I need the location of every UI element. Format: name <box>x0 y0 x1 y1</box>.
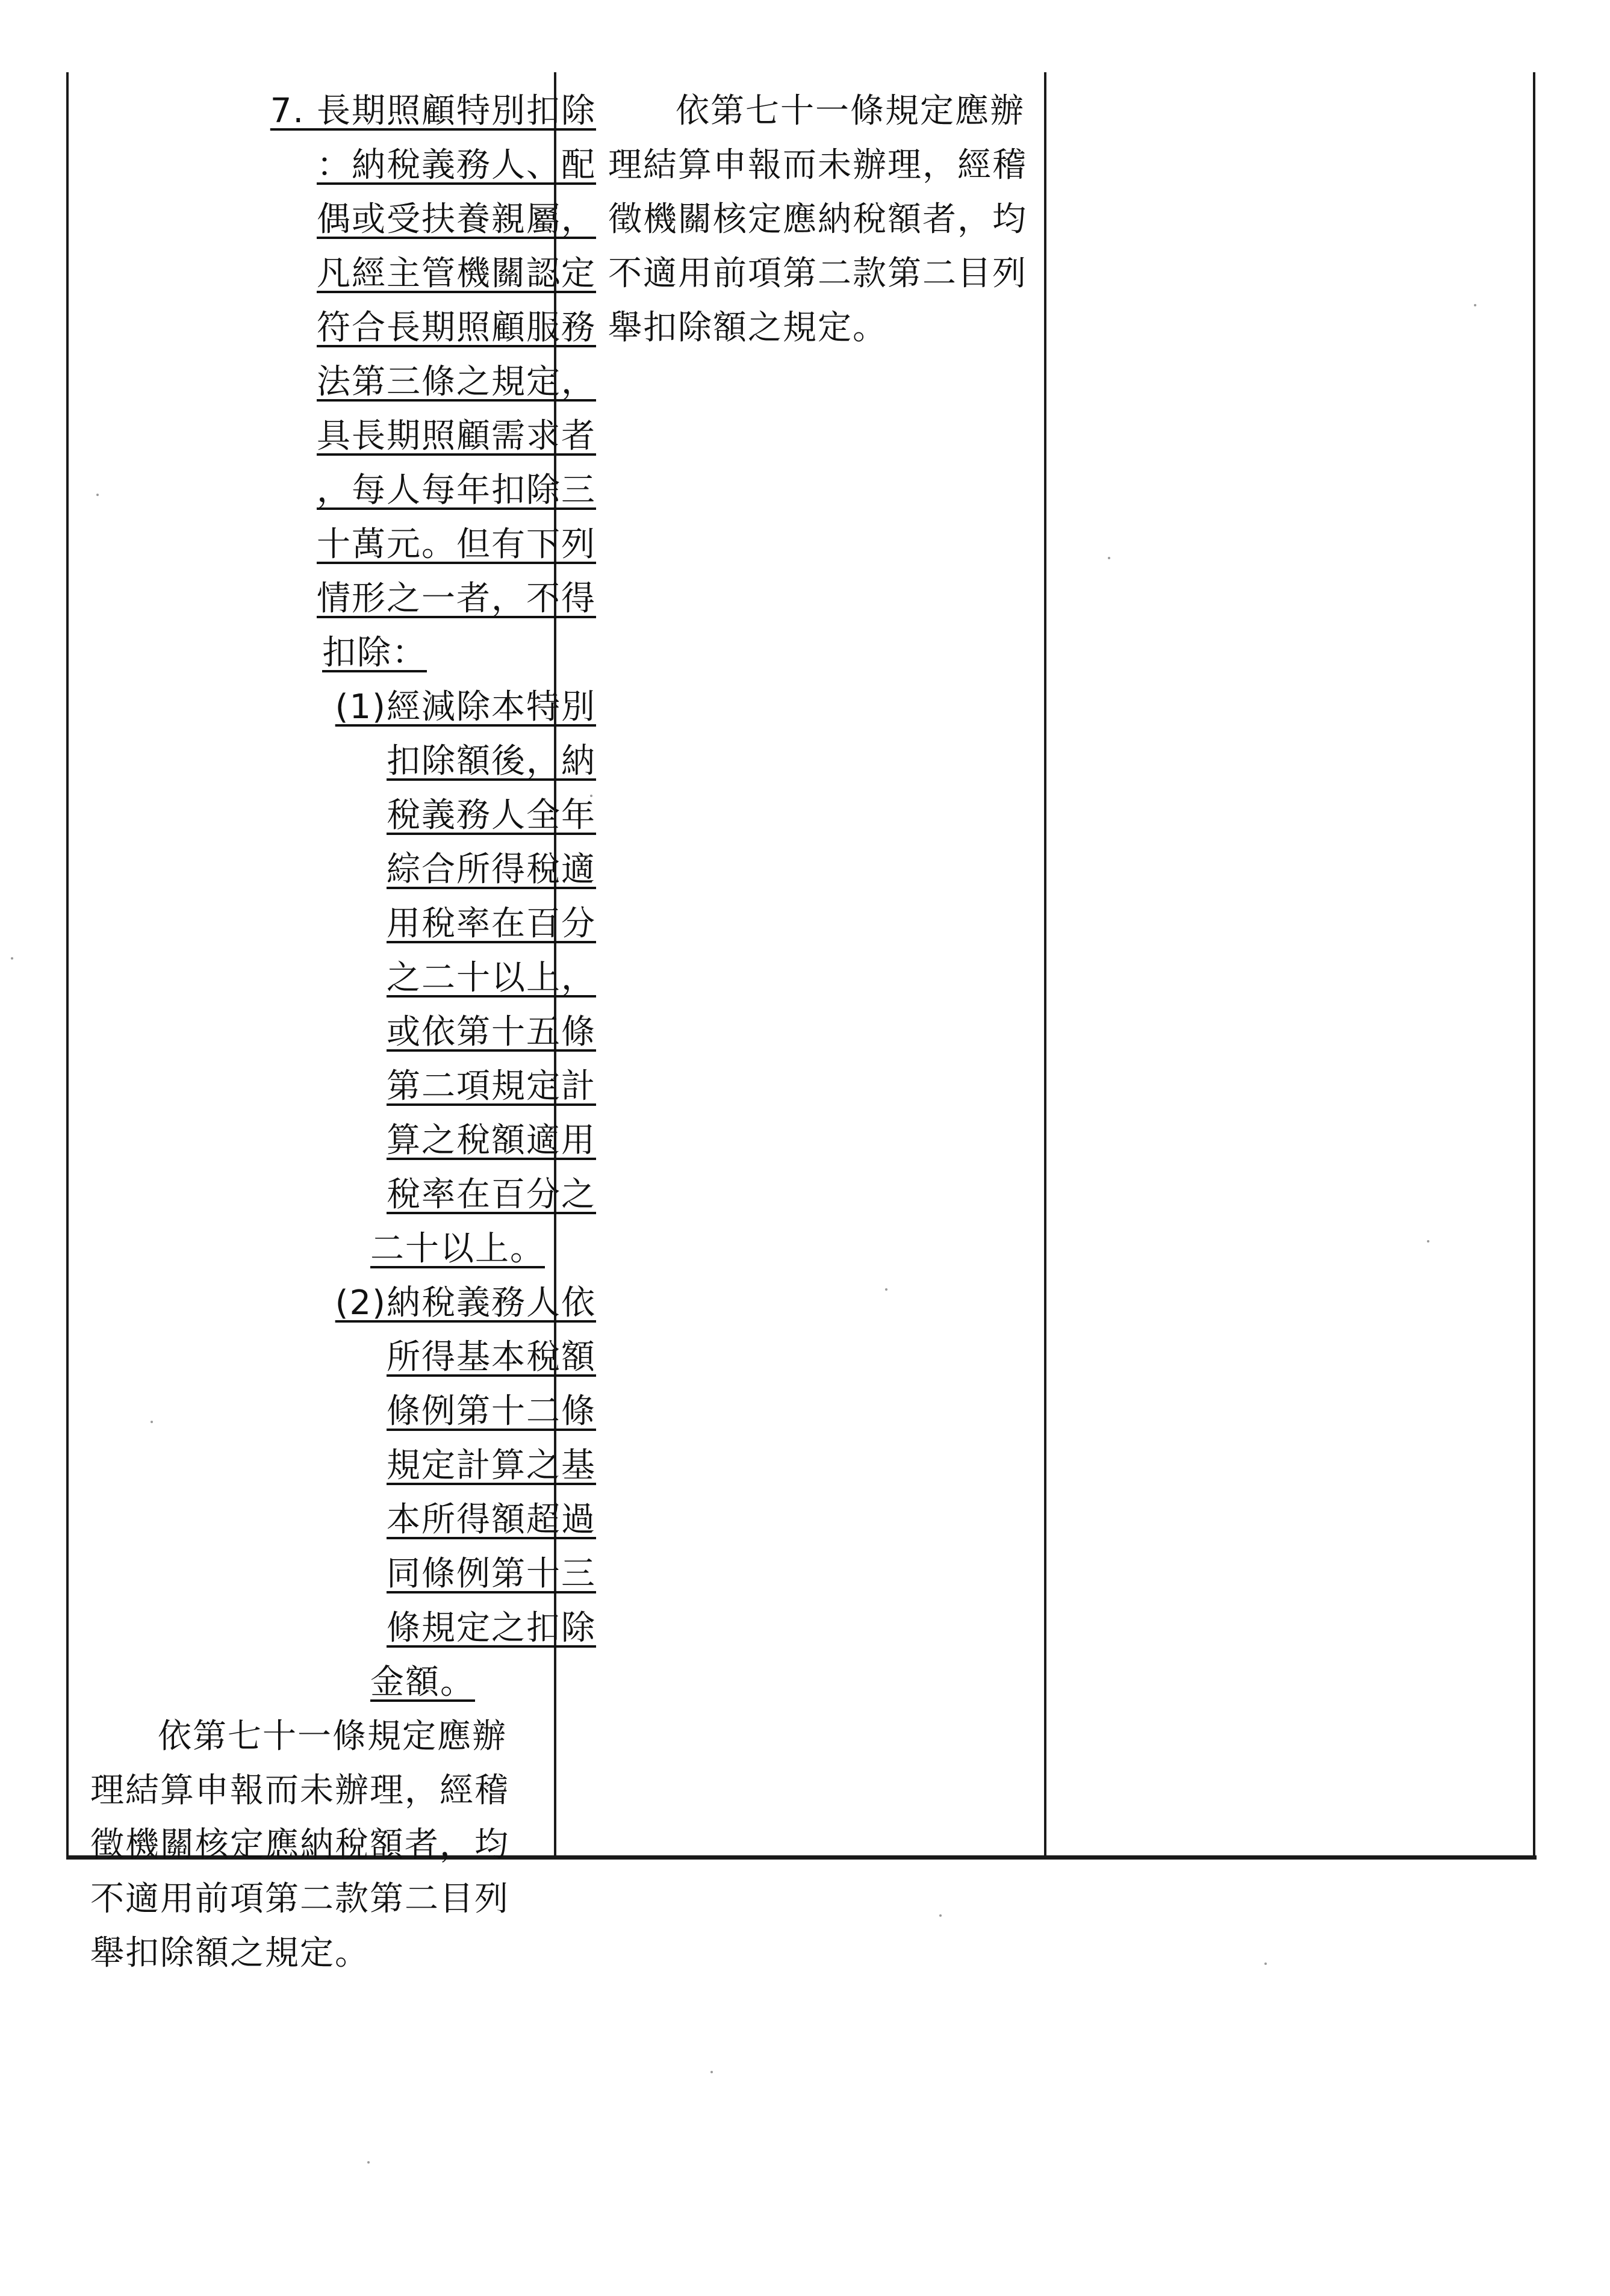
subitem-line: 稅率在百分之 <box>387 1175 596 1214</box>
subitem-line: 金額。 <box>370 1663 475 1702</box>
item7-line: 凡經主管機關認定 <box>317 254 596 293</box>
subitem-2-block <box>120 1276 596 1710</box>
table-right-border <box>1533 72 1535 1858</box>
scan-speck <box>11 957 13 960</box>
item7-line: 法第三條之規定， <box>317 362 596 402</box>
item7-line: ，每人每年扣除三 <box>317 471 596 510</box>
subitem-line: 二十以上。 <box>370 1229 545 1268</box>
paragraph-line: 舉扣除額之規定。 <box>90 1934 370 1973</box>
scan-speck <box>939 1914 942 1917</box>
paragraph-line: 依第七十一條規定應辦 <box>676 92 1025 131</box>
subitem-line: 條例第十二條 <box>387 1392 596 1431</box>
subitem-line: 第二項規定計 <box>387 1067 596 1106</box>
item7-line: 偶或受扶養親屬， <box>317 200 596 239</box>
paragraph-line: 徵機關核定應納稅額者，均 <box>90 1825 509 1864</box>
subitem-line: 本所得額超過 <box>387 1500 596 1539</box>
subitem-line: 用稅率在百分 <box>387 904 596 943</box>
item7-line: 扣除： <box>322 633 427 672</box>
scan-speck <box>1264 1962 1267 1965</box>
subitem-line: 條規定之扣除 <box>387 1609 596 1648</box>
scan-speck <box>367 2161 370 2164</box>
paragraph-line: 理結算申報而未辦理，經稽 <box>90 1771 509 1810</box>
item7-line: 7. 長期照顧特別扣除 <box>270 92 596 131</box>
paragraph-line: 不適用前項第二款第二目列 <box>90 1879 509 1919</box>
subitem-line: 規定計算之基 <box>387 1446 596 1485</box>
subitem-line: 稅義務人全年 <box>387 796 596 835</box>
item7-line: 具長期照顧需求者 <box>317 417 596 456</box>
subitem-line: 同條例第十三 <box>387 1554 596 1593</box>
item7-line: 情形之一者，不得 <box>317 579 596 618</box>
subitem-line: 扣除額後，納 <box>387 742 596 781</box>
comparison-table <box>66 72 1537 1973</box>
subitem-line: 或依第十五條 <box>387 1013 596 1052</box>
paragraph-line: 不適用前項第二款第二目列 <box>608 254 1027 293</box>
scan-speck <box>710 2071 713 2073</box>
item7-line: 符合長期照顧服務 <box>317 308 596 347</box>
subitem-line: 算之稅額適用 <box>387 1121 596 1160</box>
item7-line: 十萬元。但有下列 <box>317 525 596 564</box>
subitem-line: 綜合所得稅適 <box>387 850 596 889</box>
subitem-line: (1)經減除本特別 <box>335 687 596 727</box>
subitem-line: 所得基本稅額 <box>387 1338 596 1377</box>
table-left-border <box>66 72 69 1858</box>
item7-block <box>120 84 596 680</box>
paragraph-line: 舉扣除額之規定。 <box>608 308 887 347</box>
closing-paragraph <box>90 1710 596 1981</box>
subitem-1-block <box>120 680 596 1276</box>
paragraph-line: 徵機關核定應納稅額者，均 <box>608 200 1027 239</box>
paragraph-line: 理結算申報而未辦理，經稽 <box>608 146 1027 185</box>
subitem-line: 之二十以上， <box>387 958 596 998</box>
item7-line: ：納稅義務人、配 <box>317 146 596 185</box>
current-text-column <box>608 84 1084 355</box>
subitem-line: (2)納稅義務人依 <box>335 1283 596 1323</box>
paragraph-line: 依第七十一條規定應辦 <box>158 1717 507 1756</box>
amended-text-column <box>90 84 596 1981</box>
